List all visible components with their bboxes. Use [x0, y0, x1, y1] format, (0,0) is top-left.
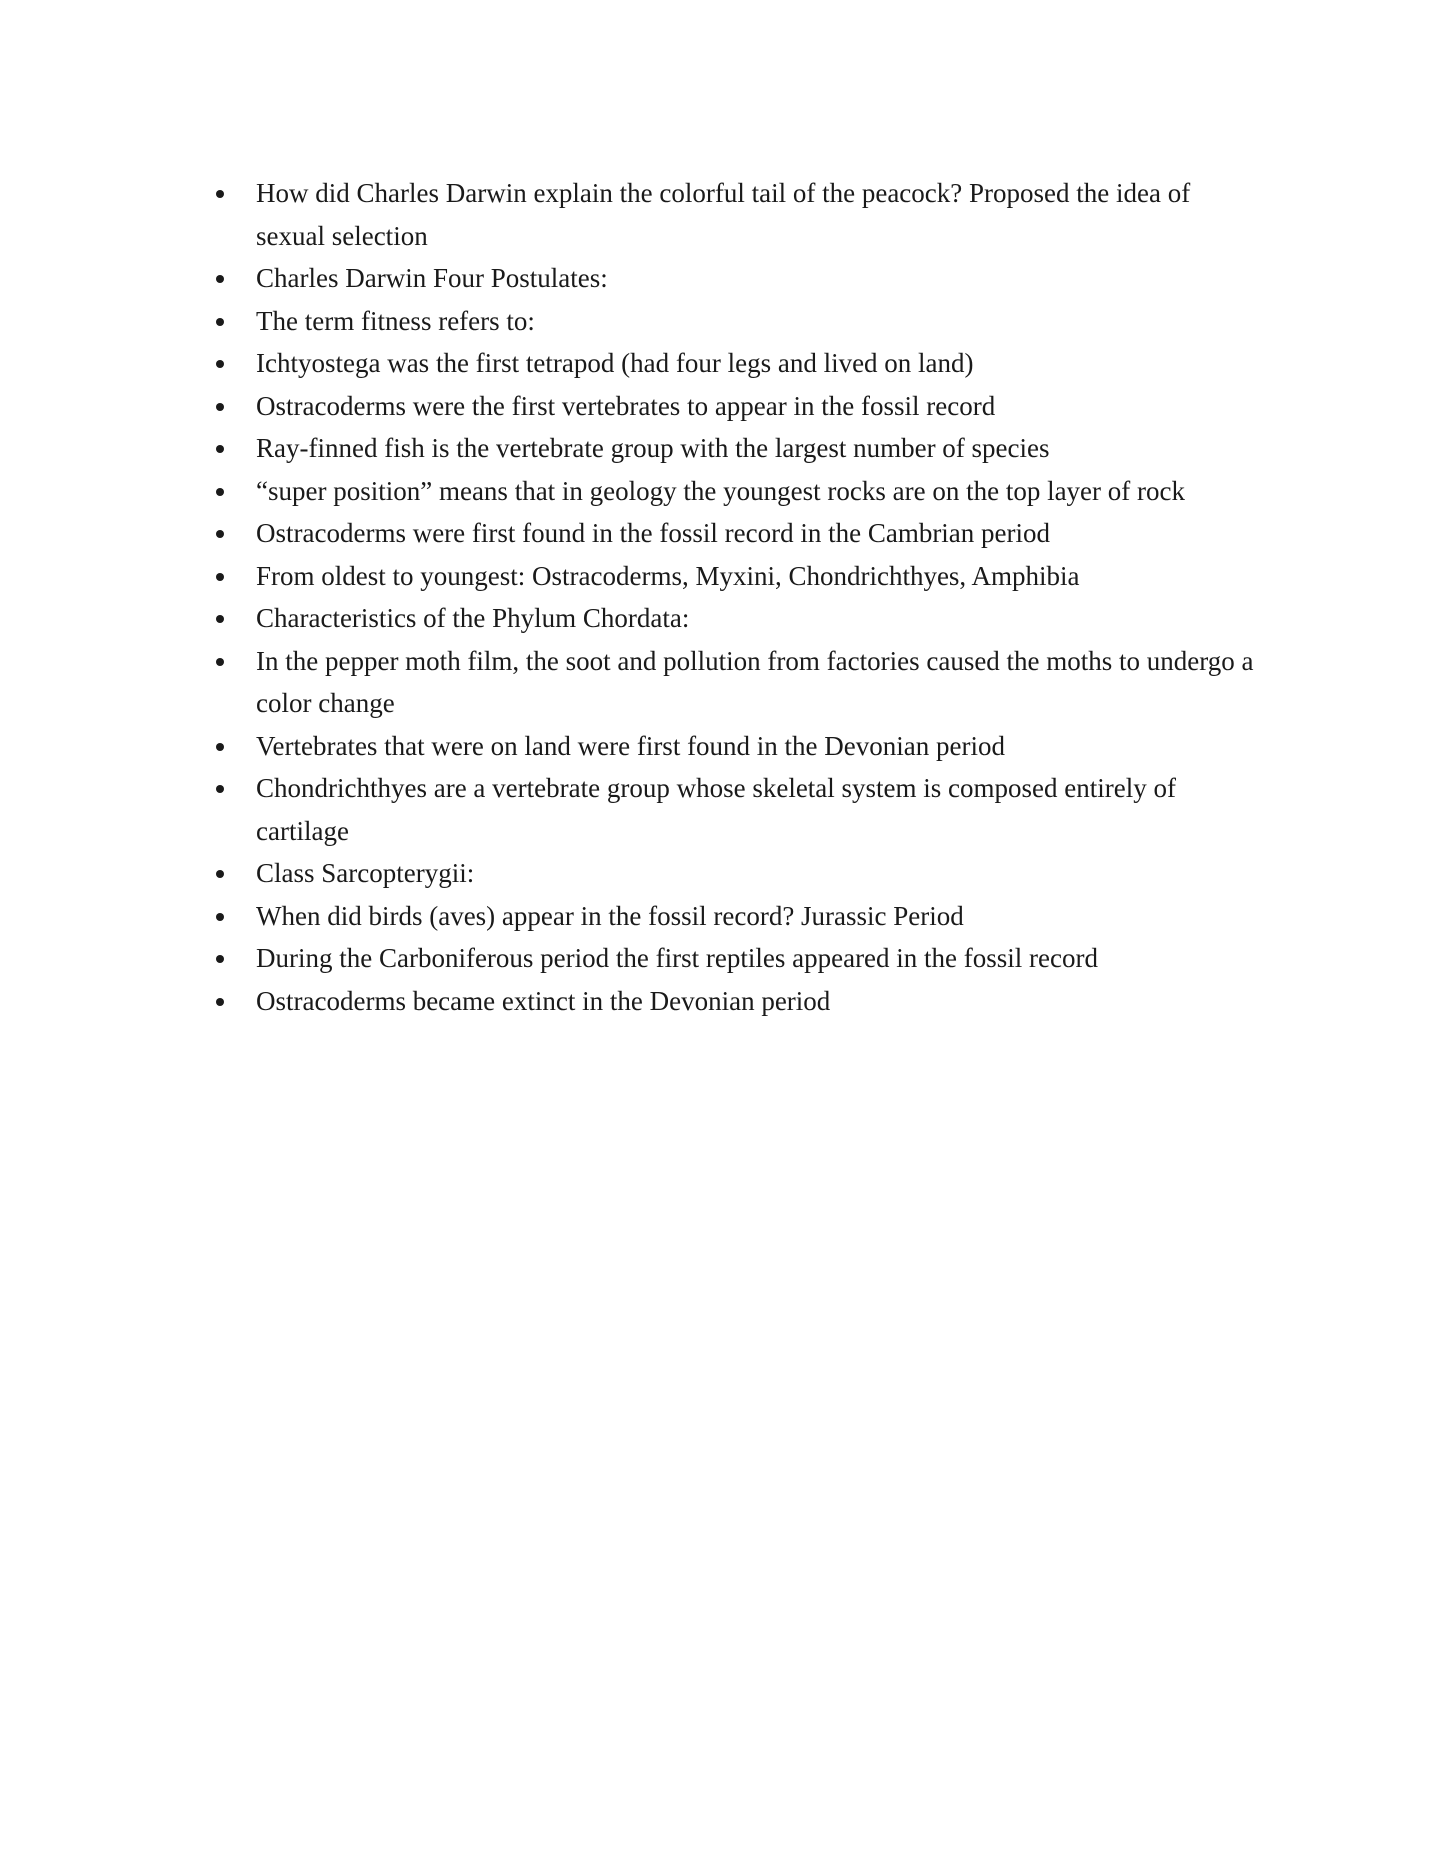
list-item: Ostracoderms were first found in the fossil record in the Cambrian period [256, 512, 1256, 555]
list-item: Characteristics of the Phylum Chordata: [256, 597, 1256, 640]
list-item: Ostracoderms were the first vertebrates to appear in the fossil record [256, 385, 1256, 428]
list-item: Class Sarcopterygii: [256, 852, 1256, 895]
list-item: Charles Darwin Four Postulates: [256, 257, 1256, 300]
list-item: How did Charles Darwin explain the colorful tail of the peacock? Proposed the idea of sexual selection [256, 172, 1256, 257]
list-item: Ostracoderms became extinct in the Devonian period [256, 980, 1256, 1023]
list-item: The term fitness refers to: [256, 300, 1256, 343]
bullet-list [256, 172, 1256, 1022]
list-item: Vertebrates that were on land were first found in the Devonian period [256, 725, 1256, 768]
list-item: Ichtyostega was the first tetrapod (had four legs and lived on land) [256, 342, 1256, 385]
list-item: In the pepper moth film, the soot and pollution from factories caused the moths to undergo a color change [256, 640, 1256, 725]
list-item: When did birds (aves) appear in the fossil record? Jurassic Period [256, 895, 1256, 938]
list-item: Ray-finned fish is the vertebrate group with the largest number of species [256, 427, 1256, 470]
list-item: From oldest to youngest: Ostracoderms, Myxini, Chondrichthyes, Amphibia [256, 555, 1256, 598]
list-item: “super position” means that in geology the youngest rocks are on the top layer of rock [256, 470, 1256, 513]
list-item: Chondrichthyes are a vertebrate group whose skeletal system is composed entirely of cartilage [256, 767, 1256, 852]
list-item: During the Carboniferous period the first reptiles appeared in the fossil record [256, 937, 1256, 980]
